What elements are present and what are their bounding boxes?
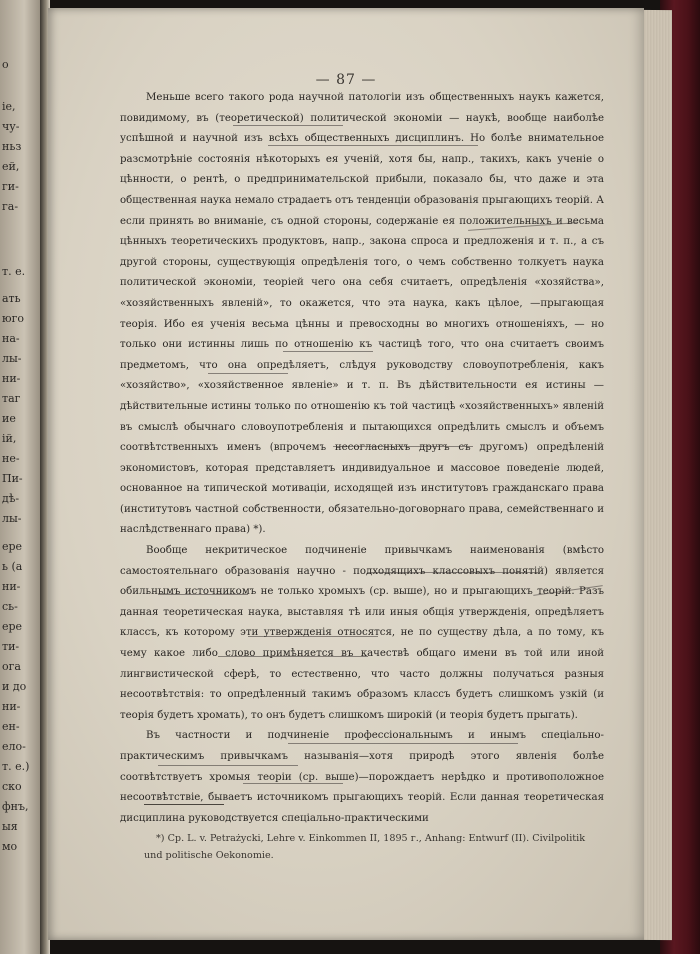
left-page-fragment: ій, bbox=[2, 432, 17, 445]
left-page-fragment: лы- bbox=[2, 512, 22, 525]
pencil-underline bbox=[208, 373, 288, 374]
left-page-fragment: чу- bbox=[2, 120, 20, 133]
left-page-fragment: ога bbox=[2, 660, 21, 673]
left-page-fragment: ни- bbox=[2, 580, 21, 593]
left-page-fragment: лы- bbox=[2, 352, 22, 365]
page-body bbox=[120, 88, 604, 829]
pencil-underline bbox=[158, 765, 298, 766]
left-page-fragment: мо bbox=[2, 840, 18, 853]
pencil-underline bbox=[368, 572, 538, 573]
page-number: — 87 — bbox=[315, 72, 377, 88]
left-page-fragment: ыя bbox=[2, 820, 18, 833]
left-page-fragment: ньз bbox=[2, 140, 22, 153]
left-page-fragment: ей, bbox=[2, 160, 20, 173]
pencil-underline bbox=[243, 783, 343, 784]
left-page-fragment: таг bbox=[2, 392, 21, 405]
left-page-fragment: о bbox=[2, 58, 9, 71]
left-page-fragment: ать bbox=[2, 292, 21, 305]
paragraph: Въ частности и подчиненіе профессіональнымъ и инымъ спеціально-практическимъ привычкамъ называнія—хотя природѣ этого явленія болѣе соотвѣтствуетъ хромыя теоріи (ср. выше)—порождаетъ нерѣдко и противоположное несоотвѣтствіе, бываетъ источникомъ прыгающихъ теорій. Если данная теоретическая дисциплина руководствуется спеціально-практическими bbox=[120, 730, 604, 824]
paragraph: Вообще некритическое подчиненіе привычкамъ наименованія (вмѣсто самостоятельнаго образованія научно - подходящихъ классовыхъ понятій) является обильнымъ источникомъ не только хромыхъ (ср. выше), но и прыгающихъ теорій. Разъ данная теоретическая наука, выставляя тѣ или иныя общія утвержденія, опредѣляетъ классъ, къ которому эти утвержденія относятся, не по существу дѣла, а по тому, къ чему какое либо слово примѣняется въ качествѣ общаго имени въ той или иной лингвистической сферѣ, то естественно, что часто должны получаться разныя несоотвѣтствія: то опредѣленный такимъ образомъ классъ будетъ слишкомъ узкій (и теорія будетъ хромать), то онъ будетъ слишкомъ широкій (и теорія будетъ прыгать). bbox=[120, 545, 604, 721]
pencil-underline bbox=[268, 145, 478, 146]
left-page-fragment: ни- bbox=[2, 700, 21, 713]
left-page-fragment: ере bbox=[2, 620, 23, 633]
left-page-fragment: ере bbox=[2, 540, 23, 553]
pencil-underline bbox=[218, 656, 368, 657]
pencil-underline bbox=[158, 594, 248, 595]
left-page-fragment: Пи- bbox=[2, 472, 23, 485]
left-page-fragment: т. е.) bbox=[2, 760, 30, 773]
left-page-fragment: на- bbox=[2, 332, 20, 345]
left-page-fragment: іе, bbox=[2, 100, 16, 113]
left-page-fragment: ие bbox=[2, 412, 16, 425]
left-page-fragment: не- bbox=[2, 452, 20, 465]
pencil-underline bbox=[233, 125, 343, 126]
left-page-fragment: фнъ, bbox=[2, 800, 29, 813]
pencil-underline bbox=[333, 446, 473, 447]
left-page-fragment: ни- bbox=[2, 372, 21, 385]
left-page-fragment: ти- bbox=[2, 640, 20, 653]
left-page bbox=[0, 0, 44, 954]
left-page-fragment: юго bbox=[2, 312, 24, 325]
paragraph: Меньше всего такого рода научной патологіи изъ общественныхъ наукъ кажется, повидимому, въ (теоретической) политической экономіи — наукѣ, вообще наиболѣе успѣшной и научной изъ всѣхъ общественныхъ дисциплинъ. Но болѣе внимательное разсмотрѣніе состоянія нѣкоторыхъ ея ученій, хотя бы, напр., такихъ, какъ ученіе о цѣнности, о рентѣ, о предпринимательской прибыли, показало бы, что даже и эта общественная наука немало страдаетъ отъ тенденціи образованія прыгающихъ теорій. А если принять во вниманіе, съ одной стороны, содержаніе ея положительныхъ и весьма цѣнныхъ теоретическихъ продуктовъ, напр., закона спроса и предложенія и т. п., а съ другой стороны, существующія опредѣленія того, о чемъ собственно толкуетъ наука политической экономіи, теоріей чего она себя считаетъ, опредѣленія «хозяйства», «хозяйственныхъ явленій», то окажется, что эта наука, какъ цѣлое, —прыгающая теорія. Ибо ея ученія весьма цѣнны и превосходны во многихъ отношеніяхъ, — но только они истинны лишь по отношенію къ частицѣ того, что она считаетъ своимъ предметомъ, что она опредѣляетъ, слѣдуя руководству словоупотребленія, какъ «хозяйство», «хозяйственное явленіе» и т. п. Въ дѣйствительности ея истины — дѣйствительные истины только по отношенію къ той частицѣ «хозяйственныхъ» явленій въ смыслѣ обычнаго словоупотребленія и пытающихся опредѣлить смыслъ и объемъ соотвѣтственныхъ именъ (впрочемъ несогласныхъ другъ съ другомъ) опредѣленій экономистовъ, которая представляетъ индивидуальное и массовое поведеніе людей, основанное на типической мотиваціи, исходящей изъ институтовъ гражданскаго права (институтовъ частной собственности, обязательно-договорнаго права, семейственнаго и наслѣдственнаго права) *). bbox=[120, 92, 604, 536]
left-page-fragment: и до bbox=[2, 680, 27, 693]
pencil-underline bbox=[288, 743, 518, 744]
left-page-fragment: т. е. bbox=[2, 265, 26, 278]
left-page-fragment: ь (а bbox=[2, 560, 23, 573]
pencil-underline bbox=[283, 351, 373, 352]
left-page-fragment: ги- bbox=[2, 180, 19, 193]
left-page-fragment: ело- bbox=[2, 740, 26, 753]
footnote-rule bbox=[144, 804, 224, 805]
left-page-fragment: сь- bbox=[2, 600, 18, 613]
left-page-fragment: дѣ- bbox=[2, 492, 20, 505]
left-page-fragment: га- bbox=[2, 200, 19, 213]
pencil-underline bbox=[248, 636, 378, 637]
footnote: *) Cp. L. v. Petrażycki, Lehre v. Einkommen II, 1895 г., Anhang: Entwurf (II). Civilpolitik und politische Oekonomie. bbox=[144, 833, 586, 861]
left-page-fragment: ен- bbox=[2, 720, 20, 733]
left-page-fragment: ско bbox=[2, 780, 22, 793]
book-page bbox=[48, 8, 644, 940]
